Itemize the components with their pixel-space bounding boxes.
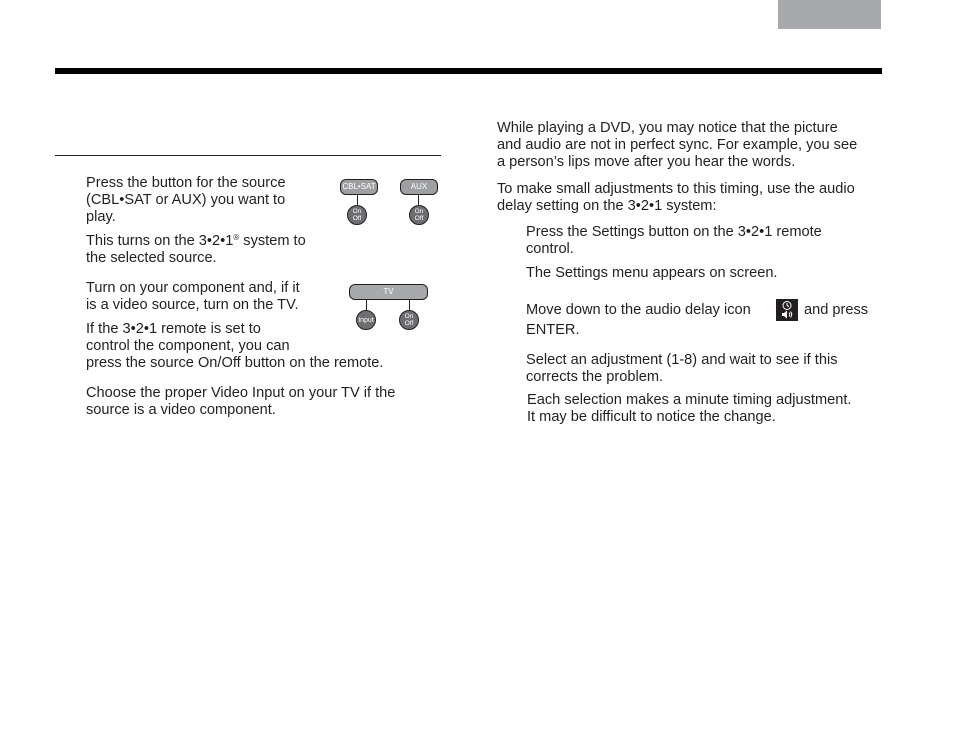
left-step3-line2: source is a video component. — [86, 402, 276, 418]
right-step-2-tail — [804, 302, 868, 319]
right-step3-note-line1: Each selection makes a minute timing adjustment. — [527, 392, 852, 408]
right-step-3-note — [527, 392, 851, 426]
note-text-b: system to — [239, 233, 306, 249]
right-step-1-note — [526, 265, 778, 282]
left-step-2-note — [86, 321, 383, 372]
left-step1-note-line2: the selected source. — [86, 250, 217, 266]
registered-mark: ® — [233, 233, 240, 242]
off-label: Off — [404, 320, 414, 327]
left-step1-line2: (CBL•SAT or AUX) you want to — [86, 192, 286, 208]
left-step-1 — [86, 175, 286, 226]
cbl-sat-power-button — [347, 205, 367, 225]
tv-key: TV — [349, 284, 428, 300]
right-step2-line1a: Move down to the audio delay icon — [526, 302, 751, 318]
audio-delay-icon — [776, 299, 798, 321]
on-label: On — [404, 313, 414, 320]
cbl-sat-key: CBL•SAT — [340, 179, 378, 195]
off-label: Off — [414, 215, 424, 222]
header-rule — [55, 68, 882, 74]
left-step2-line2: is a video source, turn on the TV. — [86, 297, 299, 313]
right-step1-line2: control. — [526, 241, 574, 257]
key-stem — [357, 195, 358, 205]
right-step-2 — [526, 302, 751, 319]
right-step-1 — [526, 224, 822, 258]
right-intro2-line2: delay setting on the 3•2•1 system: — [497, 198, 717, 214]
off-label: Off — [352, 215, 362, 222]
aux-power-button — [409, 205, 429, 225]
right-step2-line2: ENTER. — [526, 322, 580, 338]
right-step2-line1b: and press — [804, 302, 869, 318]
right-step3-line2: corrects the problem. — [526, 369, 664, 385]
on-label: On — [352, 208, 362, 215]
right-intro-line1: While playing a DVD, you may notice that the picture — [497, 120, 838, 136]
left-step2-note-line2: control the component, you can — [86, 338, 290, 354]
section-tab — [778, 0, 881, 29]
right-step-2-line2 — [526, 322, 580, 339]
right-step3-line1: Select an adjustment (1-8) and wait to see if this — [526, 352, 838, 368]
right-step1-line1: Press the Settings button on the 3•2•1 remote — [526, 224, 822, 240]
left-step1-line1: Press the button for the source — [86, 175, 286, 191]
right-intro-line3: a person’s lips move after you hear the words. — [497, 154, 796, 170]
aux-key: AUX — [400, 179, 438, 195]
note-text-a: This turns on the 3•2•1 — [86, 233, 234, 249]
left-step1-line3: play. — [86, 209, 116, 225]
key-stem — [409, 300, 410, 310]
left-step3-line1: Choose the proper Video Input on your TV if the — [86, 385, 396, 401]
left-step2-note-line3: press the source On/Off button on the remote. — [86, 355, 384, 371]
left-step-1-note — [86, 233, 306, 267]
left-step2-note-line1: If the 3•2•1 remote is set to — [86, 321, 261, 337]
section-divider — [55, 155, 441, 156]
right-intro-2 — [497, 181, 855, 215]
left-step1-note-line1 — [86, 233, 306, 250]
right-step3-note-line2: It may be difficult to notice the change. — [527, 409, 776, 425]
right-intro-line2: and audio are not in perfect sync. For example, you see — [497, 137, 858, 153]
right-intro2-line1: To make small adjustments to this timing, use the audio — [497, 181, 855, 197]
right-step1-note: The Settings menu appears on screen. — [526, 265, 778, 281]
left-step-2 — [86, 280, 300, 314]
right-intro — [497, 120, 857, 171]
left-step-3 — [86, 385, 395, 419]
input-label: Input — [358, 316, 374, 324]
left-step2-line1: Turn on your component and, if it — [86, 280, 300, 296]
on-label: On — [414, 208, 424, 215]
right-step-3 — [526, 352, 838, 386]
key-stem — [418, 195, 419, 205]
key-stem — [366, 300, 367, 310]
input-button — [356, 310, 376, 330]
tv-power-button — [399, 310, 419, 330]
